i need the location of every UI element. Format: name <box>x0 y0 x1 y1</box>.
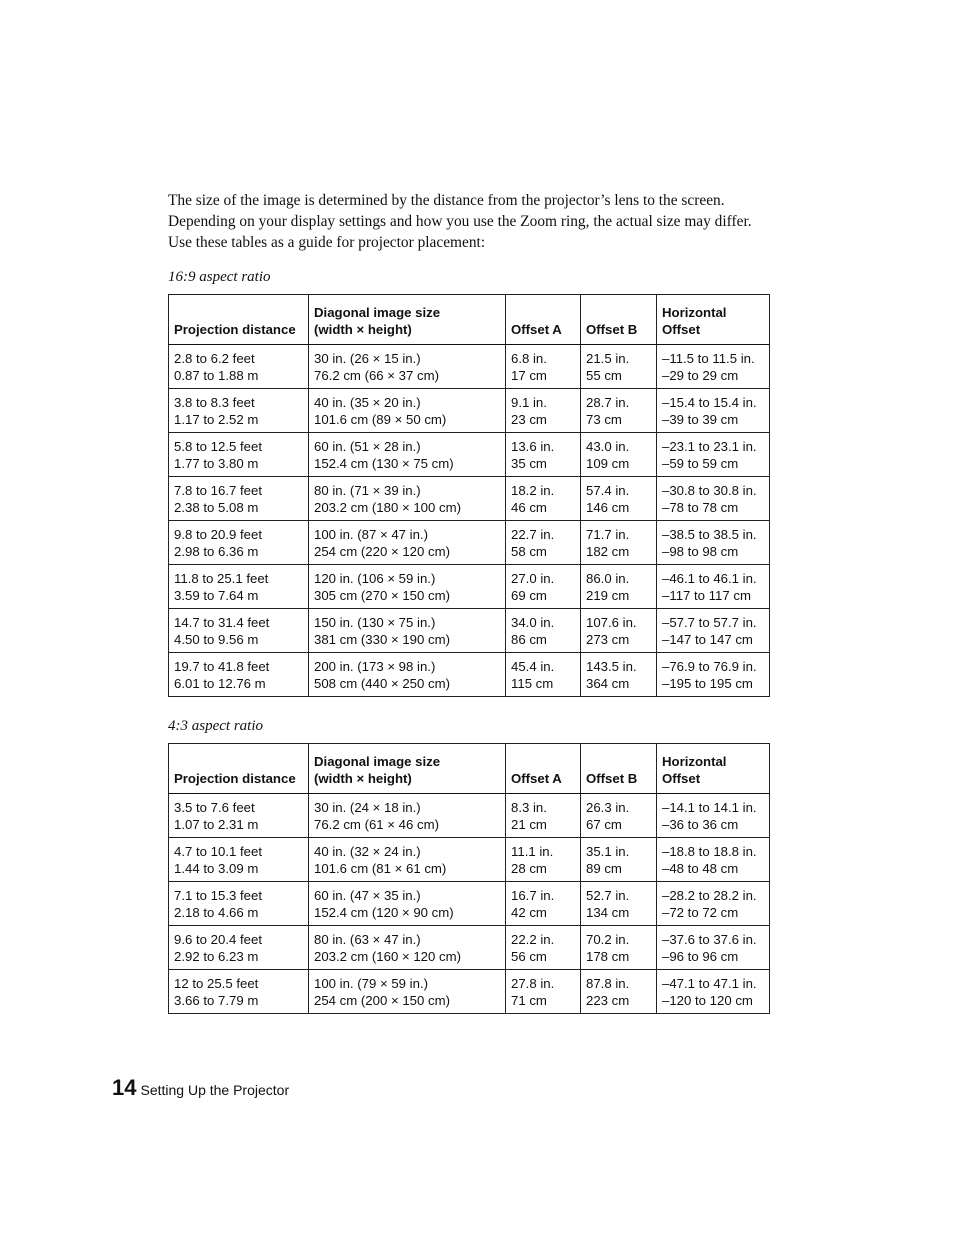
cell-text: 80 in. (71 × 39 in.) <box>314 482 421 498</box>
table-cell <box>309 926 506 970</box>
cell-text: 19.7 to 41.8 feet <box>174 658 270 674</box>
table-cell <box>506 794 581 838</box>
cell-text: 46 cm <box>511 499 547 515</box>
cell-text: 45.4 in. <box>511 658 555 674</box>
table-row <box>169 609 770 653</box>
table-cell <box>657 521 770 565</box>
header-text: Offset A <box>511 322 562 337</box>
table-cell <box>169 838 309 882</box>
table-cell <box>581 653 657 697</box>
cell-text: 1.17 to 2.52 m <box>174 411 259 427</box>
table-cell <box>309 970 506 1014</box>
cell-text: –23.1 to 23.1 in. <box>662 438 757 454</box>
cell-text: 42 cm <box>511 904 547 920</box>
cell-text: 152.4 cm (120 × 90 cm) <box>314 904 454 920</box>
cell-text: 71.7 in. <box>586 526 630 542</box>
table-caption-4-3: 4:3 aspect ratio <box>168 718 263 734</box>
table-cell <box>169 653 309 697</box>
cell-text: 305 cm (270 × 150 cm) <box>314 587 450 603</box>
header-text: Projection distance <box>174 771 296 786</box>
header-text: (width × height) <box>314 322 412 337</box>
table-cell <box>169 882 309 926</box>
cell-text: 28.7 in. <box>586 394 630 410</box>
cell-text: 18.2 in. <box>511 482 555 498</box>
table-cell <box>506 838 581 882</box>
table-cell <box>506 926 581 970</box>
table-cell <box>657 926 770 970</box>
cell-text: 1.77 to 3.80 m <box>174 455 259 471</box>
cell-text: –18.8 to 18.8 in. <box>662 843 757 859</box>
cell-text: 7.8 to 16.7 feet <box>174 482 262 498</box>
header-row <box>169 295 770 345</box>
table-4-3-aspect <box>168 743 770 1014</box>
header-text: Offset <box>662 771 701 786</box>
cell-text: 2.8 to 6.2 feet <box>174 350 255 366</box>
table-row <box>169 794 770 838</box>
table-cell <box>309 521 506 565</box>
table-cell <box>581 970 657 1014</box>
cell-text: 4.50 to 9.56 m <box>174 631 259 647</box>
cell-text: 86 cm <box>511 631 547 647</box>
table-cell <box>309 389 506 433</box>
cell-text: 22.2 in. <box>511 931 555 947</box>
cell-text: 6.8 in. <box>511 350 547 366</box>
cell-text: –78 to 78 cm <box>662 499 739 515</box>
cell-text: –72 to 72 cm <box>662 904 739 920</box>
table-row <box>169 565 770 609</box>
cell-text: 70.2 in. <box>586 931 630 947</box>
cell-text: 34.0 in. <box>511 614 555 630</box>
header-text: Offset A <box>511 771 562 786</box>
table-cell <box>506 521 581 565</box>
table-cell <box>506 433 581 477</box>
cell-text: 273 cm <box>586 631 630 647</box>
table-cell <box>657 882 770 926</box>
header-text: Horizontal <box>662 754 727 769</box>
table-row <box>169 433 770 477</box>
table-cell <box>169 389 309 433</box>
cell-text: 67 cm <box>586 816 622 832</box>
cell-text: 1.44 to 3.09 m <box>174 860 259 876</box>
cell-text: 30 in. (24 × 18 in.) <box>314 799 421 815</box>
cell-text: 43.0 in. <box>586 438 630 454</box>
cell-text: 23 cm <box>511 411 547 427</box>
column-header <box>581 744 657 794</box>
table-row <box>169 389 770 433</box>
cell-text: 17 cm <box>511 367 547 383</box>
cell-text: 21.5 in. <box>586 350 630 366</box>
cell-text: 200 in. (173 × 98 in.) <box>314 658 436 674</box>
table-cell <box>506 477 581 521</box>
cell-text: 3.8 to 8.3 feet <box>174 394 255 410</box>
table-cell <box>169 433 309 477</box>
table-row <box>169 838 770 882</box>
cell-text: 101.6 cm (89 × 50 cm) <box>314 411 447 427</box>
table-cell <box>169 345 309 389</box>
cell-text: 101.6 cm (81 × 61 cm) <box>314 860 447 876</box>
cell-text: 13.6 in. <box>511 438 555 454</box>
table-cell <box>169 609 309 653</box>
header-text: Offset B <box>586 771 638 786</box>
cell-text: –48 to 48 cm <box>662 860 739 876</box>
cell-text: 52.7 in. <box>586 887 630 903</box>
table-cell <box>657 565 770 609</box>
table-cell <box>657 345 770 389</box>
cell-text: –98 to 98 cm <box>662 543 739 559</box>
table-cell <box>657 433 770 477</box>
table-cell <box>581 565 657 609</box>
cell-text: –36 to 36 cm <box>662 816 739 832</box>
cell-text: 115 cm <box>511 675 554 691</box>
cell-text: 60 in. (51 × 28 in.) <box>314 438 421 454</box>
table-cell <box>657 653 770 697</box>
cell-text: 182 cm <box>586 543 630 559</box>
cell-text: 6.01 to 12.76 m <box>174 675 266 691</box>
cell-text: 178 cm <box>586 948 630 964</box>
column-header <box>169 295 309 345</box>
cell-text: 89 cm <box>586 860 622 876</box>
table-cell <box>309 433 506 477</box>
table-cell <box>657 794 770 838</box>
cell-text: 7.1 to 15.3 feet <box>174 887 262 903</box>
cell-text: –195 to 195 cm <box>662 675 753 691</box>
table-cell <box>309 882 506 926</box>
column-header <box>581 295 657 345</box>
cell-text: –39 to 39 cm <box>662 411 739 427</box>
cell-text: 55 cm <box>586 367 622 383</box>
cell-text: 30 in. (26 × 15 in.) <box>314 350 421 366</box>
header-text: (width × height) <box>314 771 412 786</box>
cell-text: 2.38 to 5.08 m <box>174 499 259 515</box>
cell-text: 57.4 in. <box>586 482 630 498</box>
cell-text: 1.07 to 2.31 m <box>174 816 259 832</box>
table-cell <box>581 477 657 521</box>
cell-text: 76.2 cm (61 × 46 cm) <box>314 816 439 832</box>
table-row <box>169 521 770 565</box>
cell-text: 76.2 cm (66 × 37 cm) <box>314 367 439 383</box>
table-cell <box>581 389 657 433</box>
table-cell <box>581 794 657 838</box>
cell-text: –14.1 to 14.1 in. <box>662 799 757 815</box>
table-cell <box>581 521 657 565</box>
cell-text: 107.6 in. <box>586 614 637 630</box>
cell-text: 381 cm (330 × 190 cm) <box>314 631 450 647</box>
table-caption-16-9: 16:9 aspect ratio <box>168 269 271 285</box>
cell-text: –30.8 to 30.8 in. <box>662 482 757 498</box>
table-row <box>169 970 770 1014</box>
cell-text: 12 to 25.5 feet <box>174 975 259 991</box>
table-cell <box>506 389 581 433</box>
cell-text: –57.7 to 57.7 in. <box>662 614 757 630</box>
footer-section-title: Setting Up the Projector <box>140 1082 290 1098</box>
cell-text: 100 in. (79 × 59 in.) <box>314 975 428 991</box>
cell-text: –15.4 to 15.4 in. <box>662 394 757 410</box>
cell-text: 69 cm <box>511 587 547 603</box>
table-cell <box>506 565 581 609</box>
cell-text: –147 to 147 cm <box>662 631 753 647</box>
table-cell <box>581 345 657 389</box>
cell-text: –29 to 29 cm <box>662 367 739 383</box>
table-row <box>169 345 770 389</box>
table-cell <box>309 609 506 653</box>
cell-text: 73 cm <box>586 411 622 427</box>
cell-text: 146 cm <box>586 499 630 515</box>
cell-text: 86.0 in. <box>586 570 630 586</box>
table-cell <box>506 653 581 697</box>
column-header <box>169 744 309 794</box>
table-cell <box>506 882 581 926</box>
cell-text: 21 cm <box>511 816 547 832</box>
header-text: Offset B <box>586 322 638 337</box>
table-cell <box>169 926 309 970</box>
cell-text: 152.4 cm (130 × 75 cm) <box>314 455 454 471</box>
cell-text: 3.5 to 7.6 feet <box>174 799 255 815</box>
header-row <box>169 744 770 794</box>
table-cell <box>169 521 309 565</box>
table-cell <box>657 477 770 521</box>
cell-text: –28.2 to 28.2 in. <box>662 887 757 903</box>
cell-text: 87.8 in. <box>586 975 630 991</box>
table-cell <box>309 565 506 609</box>
cell-text: 80 in. (63 × 47 in.) <box>314 931 421 947</box>
cell-text: 28 cm <box>511 860 547 876</box>
cell-text: 27.0 in. <box>511 570 555 586</box>
table-cell <box>657 970 770 1014</box>
cell-text: 254 cm (220 × 120 cm) <box>314 543 450 559</box>
cell-text: –117 to 117 cm <box>662 587 751 603</box>
table-cell <box>657 838 770 882</box>
table-cell <box>309 794 506 838</box>
cell-text: 100 in. (87 × 47 in.) <box>314 526 428 542</box>
cell-text: 143.5 in. <box>586 658 637 674</box>
table-row <box>169 477 770 521</box>
cell-text: 35 cm <box>511 455 547 471</box>
cell-text: 109 cm <box>586 455 630 471</box>
cell-text: 2.92 to 6.23 m <box>174 948 259 964</box>
table-cell <box>581 882 657 926</box>
cell-text: –38.5 to 38.5 in. <box>662 526 757 542</box>
table-cell <box>309 838 506 882</box>
table-cell <box>309 653 506 697</box>
page-footer <box>112 1075 289 1101</box>
cell-text: 4.7 to 10.1 feet <box>174 843 262 859</box>
cell-text: 120 in. (106 × 59 in.) <box>314 570 436 586</box>
cell-text: 0.87 to 1.88 m <box>174 367 259 383</box>
header-text: Projection distance <box>174 322 296 337</box>
cell-text: 71 cm <box>511 992 547 1008</box>
cell-text: 16.7 in. <box>511 887 555 903</box>
cell-text: –96 to 96 cm <box>662 948 739 964</box>
cell-text: 3.66 to 7.79 m <box>174 992 259 1008</box>
cell-text: –11.5 to 11.5 in. <box>662 350 755 366</box>
cell-text: 2.18 to 4.66 m <box>174 904 259 920</box>
table-cell <box>581 838 657 882</box>
cell-text: –46.1 to 46.1 in. <box>662 570 757 586</box>
cell-text: 203.2 cm (160 × 120 cm) <box>314 948 461 964</box>
cell-text: 150 in. (130 × 75 in.) <box>314 614 436 630</box>
cell-text: 14.7 to 31.4 feet <box>174 614 270 630</box>
header-text: Diagonal image size <box>314 754 441 769</box>
cell-text: 9.8 to 20.9 feet <box>174 526 262 542</box>
table-row <box>169 882 770 926</box>
table-16-9-aspect <box>168 294 770 697</box>
table-cell <box>169 565 309 609</box>
table-cell <box>506 970 581 1014</box>
cell-text: 40 in. (32 × 24 in.) <box>314 843 421 859</box>
table-row <box>169 653 770 697</box>
cell-text: –47.1 to 47.1 in. <box>662 975 757 991</box>
header-text: Offset <box>662 322 701 337</box>
cell-text: 134 cm <box>586 904 630 920</box>
header-text: Diagonal image size <box>314 305 441 320</box>
header-text: Horizontal <box>662 305 727 320</box>
table-cell <box>581 433 657 477</box>
cell-text: 40 in. (35 × 20 in.) <box>314 394 421 410</box>
cell-text: 26.3 in. <box>586 799 630 815</box>
table-cell <box>309 477 506 521</box>
cell-text: 56 cm <box>511 948 547 964</box>
cell-text: 508 cm (440 × 250 cm) <box>314 675 450 691</box>
column-header <box>506 744 581 794</box>
cell-text: 9.6 to 20.4 feet <box>174 931 262 947</box>
cell-text: 5.8 to 12.5 feet <box>174 438 262 454</box>
cell-text: 2.98 to 6.36 m <box>174 543 259 559</box>
table-cell <box>169 970 309 1014</box>
table-cell <box>506 345 581 389</box>
cell-text: 203.2 cm (180 × 100 cm) <box>314 499 461 515</box>
table-row <box>169 926 770 970</box>
table-cell <box>657 389 770 433</box>
cell-text: 9.1 in. <box>511 394 547 410</box>
table-cell <box>657 609 770 653</box>
cell-text: 3.59 to 7.64 m <box>174 587 259 603</box>
column-header <box>309 295 506 345</box>
column-header <box>657 295 770 345</box>
cell-text: 11.8 to 25.1 feet <box>174 570 269 586</box>
cell-text: 219 cm <box>586 587 630 603</box>
column-header <box>506 295 581 345</box>
table-cell <box>169 477 309 521</box>
cell-text: 58 cm <box>511 543 547 559</box>
column-header <box>657 744 770 794</box>
cell-text: 223 cm <box>586 992 630 1008</box>
cell-text: 60 in. (47 × 35 in.) <box>314 887 421 903</box>
page-number: 14 <box>112 1075 137 1100</box>
table-cell <box>309 345 506 389</box>
cell-text: –59 to 59 cm <box>662 455 739 471</box>
cell-text: –120 to 120 cm <box>662 992 753 1008</box>
cell-text: –37.6 to 37.6 in. <box>662 931 757 947</box>
table-cell <box>169 794 309 838</box>
column-header <box>309 744 506 794</box>
cell-text: 35.1 in. <box>586 843 630 859</box>
cell-text: 8.3 in. <box>511 799 547 815</box>
cell-text: 11.1 in. <box>511 843 554 859</box>
cell-text: –76.9 to 76.9 in. <box>662 658 757 674</box>
intro-paragraph: The size of the image is determined by the distance from the projector’s lens to the screen. Depending on your display settings and how you use the Zoom ring, the actual size may differ. Use these tables as a guide for projector placement: <box>168 192 752 251</box>
cell-text: 27.8 in. <box>511 975 555 991</box>
cell-text: 364 cm <box>586 675 630 691</box>
table-cell <box>506 609 581 653</box>
table-cell <box>581 926 657 970</box>
cell-text: 254 cm (200 × 150 cm) <box>314 992 450 1008</box>
table-cell <box>581 609 657 653</box>
cell-text: 22.7 in. <box>511 526 555 542</box>
